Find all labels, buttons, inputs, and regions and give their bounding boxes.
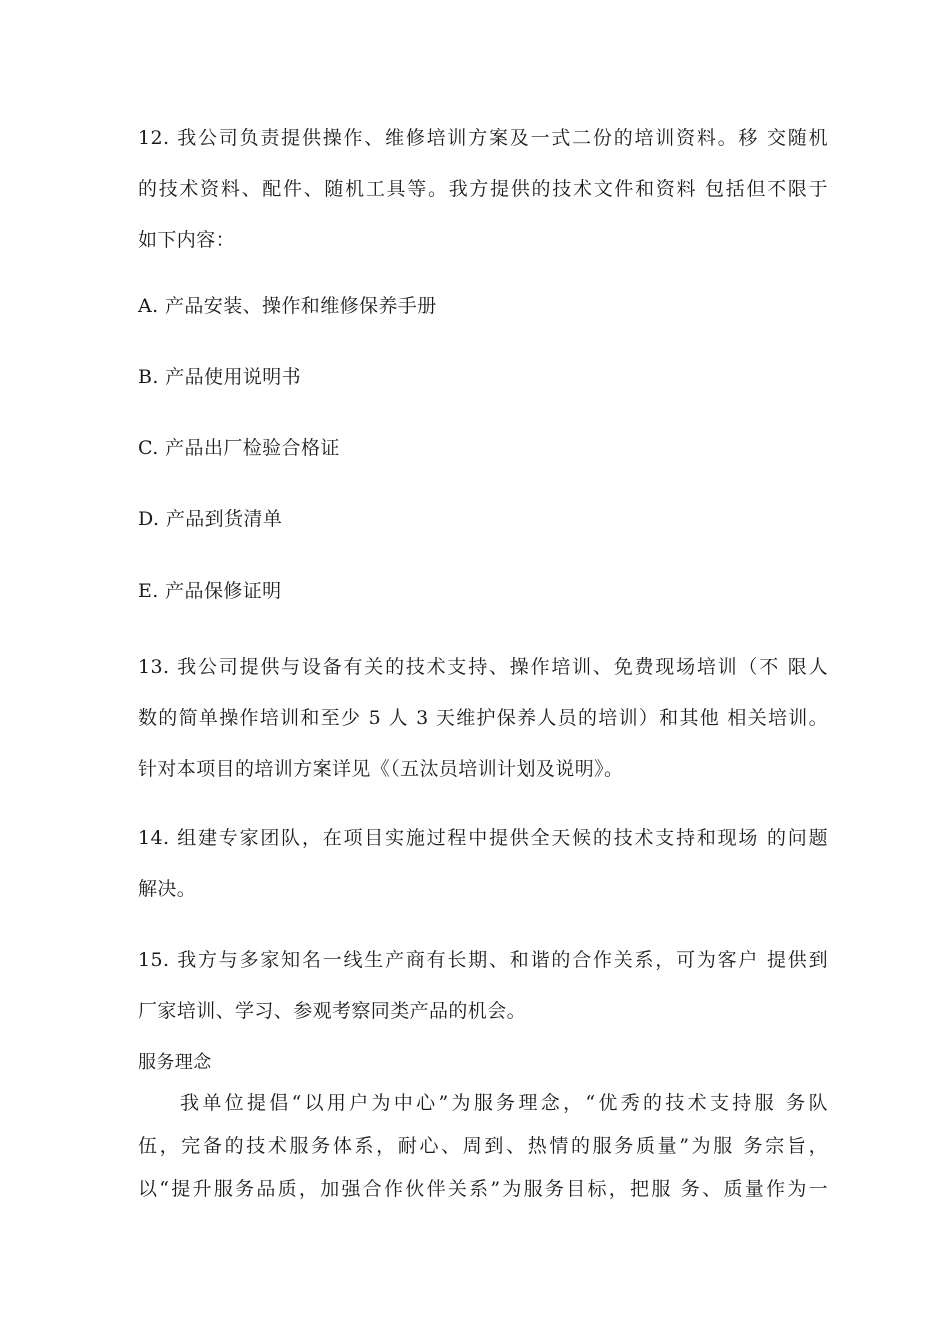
item-12-line-3: 如下内容：: [138, 229, 236, 251]
item-12-line-2: 的技术资料、配件、随机工具等。我方提供的技术文件和资料 包括但不限于: [138, 178, 828, 200]
section-heading: 服务理念: [138, 1052, 212, 1073]
list-item-e: E. 产品保修证明: [138, 580, 282, 602]
item-13-line-2: 数的简单操作培训和至少 5 人 3 天维护保养人员的培训）和其他 相关培训。: [138, 707, 828, 729]
item-15-line-2: 厂家培训、学习、参观考察同类产品的机会。: [138, 1000, 527, 1022]
list-item-b: B. 产品使用说明书: [138, 366, 302, 388]
list-item-a: A. 产品安装、操作和维修保养手册: [138, 295, 437, 317]
service-line-2: 伍，完备的技术服务体系，耐心、周到、热情的服务质量”为服 务宗旨，: [138, 1135, 828, 1157]
list-item-d: D. 产品到货清单: [138, 508, 283, 530]
service-line-1: 我单位提倡“以用户为中心”为服务理念，“优秀的技术支持服 务队: [180, 1092, 828, 1114]
item-13-line-3: 针对本项目的培训方案详见《（五汰员培训计划及说明》。: [138, 758, 624, 780]
item-13-line-1: 13. 我公司提供与设备有关的技术支持、操作培训、免费现场培训（不 限人: [138, 656, 828, 678]
item-14-line-2: 解决。: [138, 878, 197, 900]
list-item-c: C. 产品出厂检验合格证: [138, 437, 340, 459]
service-line-3: 以“提升服务品质，加强合作伙伴关系”为服务目标，把服 务、质量作为一: [138, 1178, 828, 1200]
item-12-line-1: 12. 我公司负责提供操作、维修培训方案及一式二份的培训资料。移 交随机: [138, 127, 828, 149]
item-14-line-1: 14. 组建专家团队，在项目实施过程中提供全天候的技术支持和现场 的问题: [138, 827, 828, 849]
item-15-line-1: 15. 我方与多家知名一线生产商有长期、和谐的合作关系，可为客户 提供到: [138, 949, 828, 971]
